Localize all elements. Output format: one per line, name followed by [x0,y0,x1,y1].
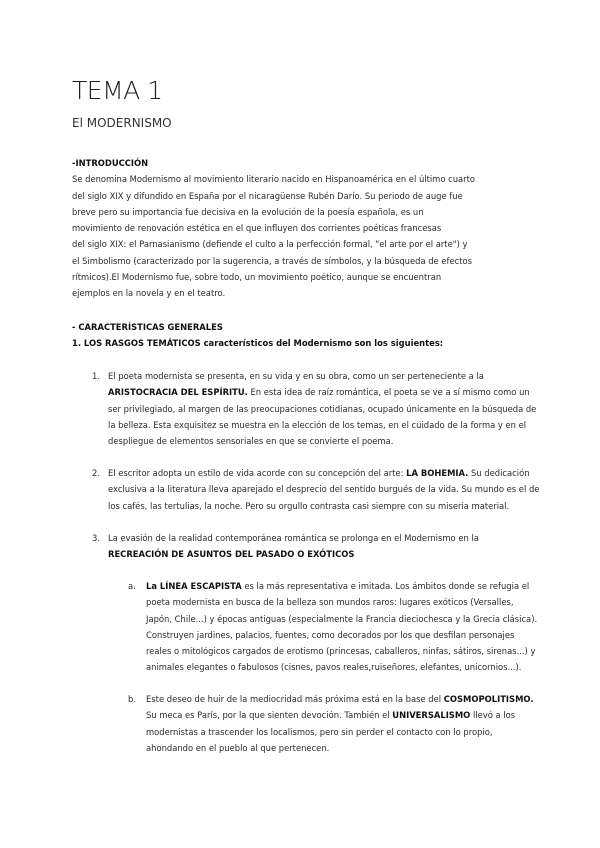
list-item-line: El poeta modernista se presenta, en su vida y en su obra, como un ser perteneciente a la [108,371,484,381]
characteristics-section [72,319,443,352]
intro-line: movimiento de renovación estética en el que influyen dos corrientes poéticas francesas [72,223,442,234]
sublist-item-text: llevó a los [470,710,516,721]
list-number: 3. [92,533,100,543]
list-item-line [108,465,539,481]
list-item-text: En esta idea de raíz romántica, el poeta se ve a sí mismo como un [247,387,530,398]
aristocracia-term: ARISTOCRACIA DEL ESPÍRITU. [108,387,248,398]
sublist-item-line: poeta modernista en busca de la belleza son mundos raros: lugares exóticos (Versalles, [146,597,514,608]
sublist-item-line [146,707,534,723]
intro-line: el Simbolismo (caracterizado por la sugerencia, a través de símbolos, y la búsqueda de efectos [72,255,472,266]
intro-line: rítmicos).El Modernismo fue, sobre todo, un movimiento poético, aunque se encuentran [72,272,442,283]
intro-line: Se denomina Modernismo al movimiento literario nacido en Hispanoamérica en el último cuarto [72,174,476,185]
list-item-line [108,384,536,400]
characteristics-subheading: 1. LOS RASGOS TEMÁTICOS característicos del Modernismo son los siguientes: [72,338,444,349]
intro-section [72,155,475,302]
cosmopolitismo-term: COSMOPOLITISMO. [443,694,534,704]
recreacion-term: RECREACIÓN DE ASUNTOS DEL PASADO O EXÓTICOS [108,549,355,560]
list-item-line: la belleza. Esta exquisitez se muestra en la elección de los temas, en el cuidado de la forma y en el [108,419,527,430]
page-title: TEMA 1 [72,76,163,105]
sublist-item-text: Este deseo de huir de la mediocridad más próxima está en la base del [146,694,444,704]
sublist-item-text: Su meca es París, por la que sienten devoción. También el [146,710,393,721]
list-number: 1. [92,371,100,381]
linea-escapista-term: La LÍNEA ESCAPISTA [146,581,242,591]
characteristics-heading: - CARACTERÍSTICAS GENERALES [72,322,223,332]
list-item-3 [108,530,479,563]
intro-heading: -INTRODUCCIÓN [72,158,149,168]
bohemia-term: LA BOHEMIA. [406,468,469,478]
sublist-item-text: es la más representativa e imitada. Los ámbitos donde se refugia el [241,581,530,591]
list-item-line: ser privilegiado, al margen de las preocupaciones cotidianas, ocupado únicamente en la búsqueda de [108,403,537,414]
universalismo-term: UNIVERSALISMO [392,710,471,721]
list-item-text: Su dedicación [468,468,530,478]
sublist-item-line: ahondando en el pueblo al que pertenecen. [146,742,330,753]
intro-line: breve pero su importancia fue decisiva en la evolución de la poesía española, es un [72,206,424,217]
intro-line: del siglo XIX: el Parnasianismo (defiende el culto a la perfección formal, "el arte por el arte") y [72,239,468,250]
sublist-item-line [146,578,537,594]
list-item-line: exclusiva a la literatura lleva aparejado el desprecio del sentido burgués de la vida. Su mundo es el de [108,484,540,495]
list-item-line: despliegue de elementos sensoriales en que se convierte el poema. [108,436,394,447]
sublist-item-line: animales elegantes o fabulosos (cisnes, pavos reales,ruiseñores, elefantes, unicornios...). [146,662,522,673]
sublist-letter: a. [128,581,136,591]
page-subtitle: El MODERNISMO [72,116,172,130]
list-number: 2. [92,468,100,478]
list-item-text: El escritor adopta un estilo de vida acorde con su concepción del arte: [108,468,407,478]
sublist-item-line [146,691,534,707]
list-item-2 [108,465,539,514]
intro-line: del siglo XIX y difundido en España por el nicaragüense Rubén Darío. Su periodo de auge fue [72,190,463,201]
sublist-item-line: Construyen jardines, palacios, fuentes, como decorados por los que desfilan personajes [146,629,515,640]
sublist-item-line: reales o mitológicos cargados de erotismo (princesas, caballeros, ninfas, sátiros, sirenas...) y [146,646,536,657]
intro-line: ejemplos en la novela y en el teatro. [72,288,226,299]
sublist-item-line: modernistas a trascender los localismos, pero sin perder el contacto con lo propio, [146,726,493,737]
sublist-item-a [146,578,537,676]
list-item-line: La evasión de la realidad contemporánea romántica se prolonga en el Modernismo en la [108,533,479,543]
sublist-item-line: Japón, Chile...) y épocas antiguas (especialmente la Francia dieciochesca y la Grecia clásica). [146,613,538,624]
sublist-item-b [146,691,534,756]
list-item-line: los cafés, las tertulias, la noche. Pero su orgullo contrasta casi siempre con su miseria material. [108,500,510,511]
list-item-1 [108,368,536,449]
sublist-letter: b. [128,694,136,704]
